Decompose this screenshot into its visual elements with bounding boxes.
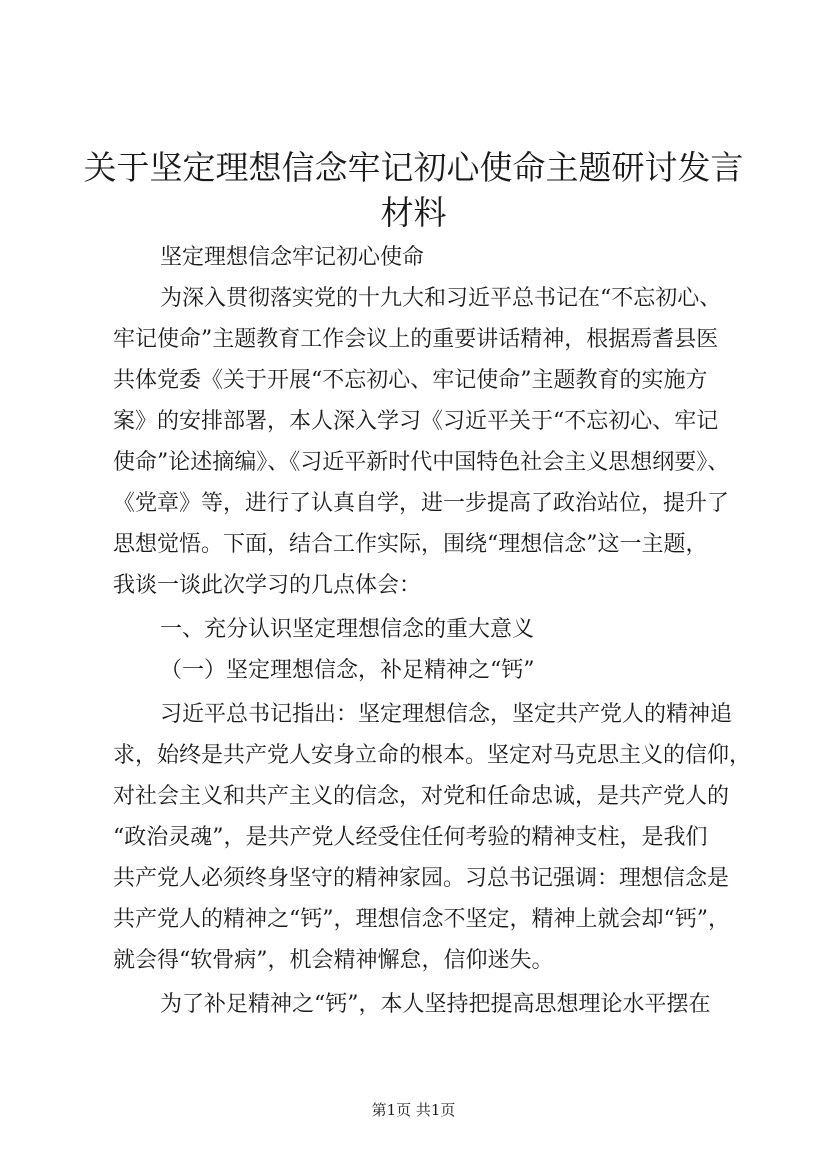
paragraph-line: 使命”论述摘编》、《习近平新时代中国特色社会主义思想纲要》、 xyxy=(113,450,730,475)
paragraph-line: 共产党人的精神之“钙”，理想信念不坚定，精神上就会却“钙”， xyxy=(113,907,730,932)
paragraph-line: 就会得“软骨病”，机会精神懈怠，信仰迷失。 xyxy=(113,948,554,973)
paragraph-line: 《党章》等，进行了认真自学，进一步提高了政治站位，提升了 xyxy=(113,491,730,516)
paragraph-line: 思想觉悟。下面，结合工作实际，围绕“理想信念”这一主题， xyxy=(113,532,708,557)
subsection-heading: （一）坚定理想信念，补足精神之“钙” xyxy=(160,658,535,683)
paragraph-line: “政治灵魂”，是共产党人经受住任何考验的精神支柱，是我们 xyxy=(113,825,708,850)
document-title-line-1: 关于坚定理想信念牢记初心使命主题研讨发言 xyxy=(83,148,744,187)
paragraph-line: 为了补足精神之“钙”，本人坚持把提高思想理论水平摆在 xyxy=(160,992,711,1017)
paragraph-line: 牢记使命”主题教育工作会议上的重要讲话精神，根据焉耆县医 xyxy=(113,327,719,352)
paragraph-line: 为深入贯彻落实党的十九大和习近平总书记在“不忘初心、 xyxy=(160,286,722,311)
paragraph-line: 案》的安排部署，本人深入学习《习近平关于“不忘初心、牢记 xyxy=(113,409,719,434)
paragraph-line: 共产党人必须终身坚守的精神家园。习总书记强调：理想信念是 xyxy=(113,866,730,891)
paragraph-line: 求，始终是共产党人安身立命的根本。坚定对马克思主义的信仰， xyxy=(113,743,752,768)
section-heading: 一、充分认识坚定理想信念的重大意义 xyxy=(160,617,535,642)
page-footer xyxy=(0,1100,827,1120)
paragraph-line: 对社会主义和共产主义的信念，对党和任命忠诚，是共产党人的 xyxy=(113,784,730,809)
paragraph-line: 共体党委《关于开展“不忘初心、牢记使命”主题教育的实施方 xyxy=(113,368,708,393)
paragraph-line: 我谈一谈此次学习的几点体会： xyxy=(113,573,422,598)
section-subtitle: 坚定理想信念牢记初心使命 xyxy=(160,245,425,270)
paragraph-line: 习近平总书记指出：坚定理想信念，坚定共产党人的精神追 xyxy=(160,702,733,727)
document-title-line-2: 材料 xyxy=(380,193,447,232)
page-number-label: 第1页 共1页 xyxy=(371,1101,456,1119)
